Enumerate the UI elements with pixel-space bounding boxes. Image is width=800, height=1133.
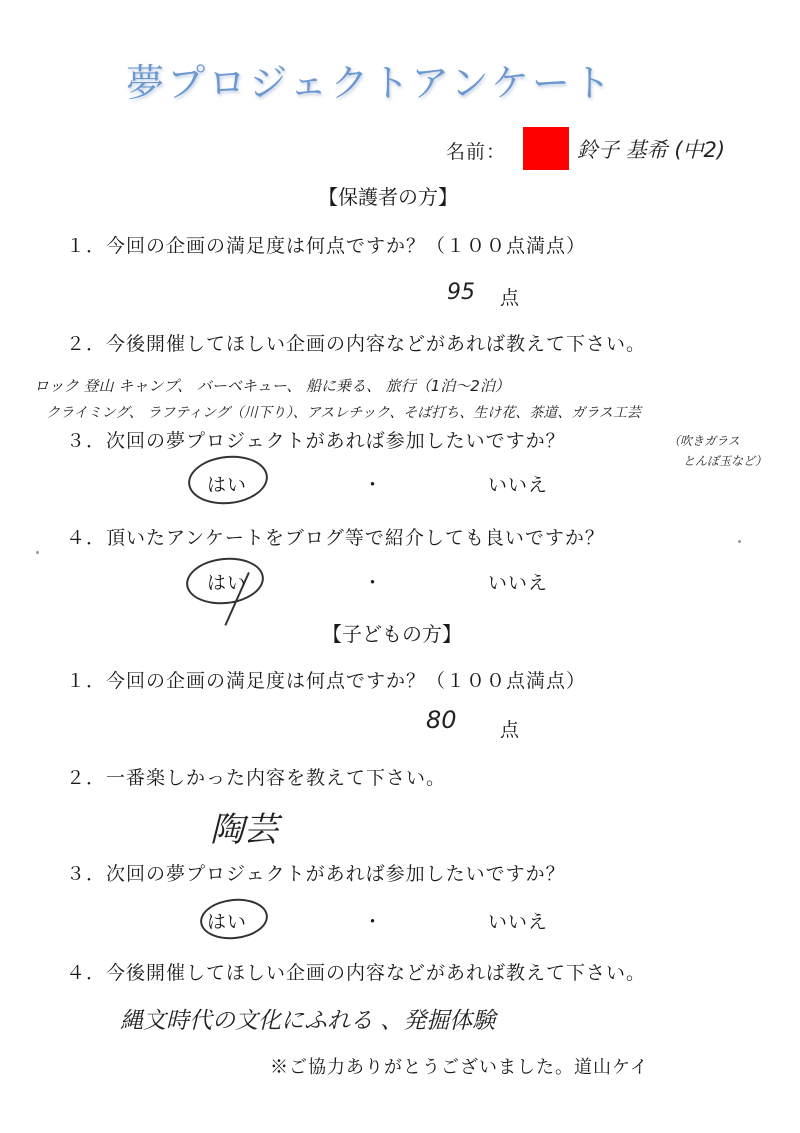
child-q3-no: いいえ: [488, 911, 549, 933]
guardian-q4-yes: はい: [207, 572, 248, 594]
child-q3-text: ３．次回の夢プロジェクトがあれば参加したいですか？: [66, 863, 566, 885]
child-q2-answer: 陶芸: [210, 810, 278, 850]
guardian-q2-text: ２．今後開催してほしい企画の内容などがあれば教えて下さい。: [66, 333, 647, 355]
guardian-q3-yes: はい: [207, 474, 248, 496]
redacted-box: [523, 127, 569, 170]
name-value: 鈴子 基希 (中2): [577, 138, 726, 162]
child-q4-answer: 縄文時代の文化にふれる 、発掘体験: [120, 1008, 496, 1034]
guardian-q3-sep: ・: [363, 474, 384, 496]
child-q1-text: １．今回の企画の満足度は何点ですか？（１００点満点）: [66, 670, 587, 692]
guardian-q2-answer-line2: クライミング、 ラフティング（川下り）、アスレチック、そば打ち、生け花、茶道、ガラス工芸: [46, 405, 641, 421]
child-q1-answer: 80: [426, 706, 457, 734]
guardian-q1-answer: 95: [447, 280, 475, 305]
child-q4-text: ４．今後開催してほしい企画の内容などがあれば教えて下さい。: [66, 962, 647, 984]
guardian-q3-text: ３．次回の夢プロジェクトがあれば参加したいですか？: [66, 430, 566, 452]
child-q3-yes: はい: [207, 911, 248, 933]
guardian-q1-text: １．今回の企画の満足度は何点ですか？（１００点満点）: [66, 235, 587, 257]
guardian-q2-answer-line4: とんぼ玉など）: [683, 454, 768, 468]
guardian-q4-no: いいえ: [488, 572, 549, 594]
child-q3-sep: ・: [363, 911, 384, 933]
scan-speck: [738, 540, 741, 543]
child-q2-text: ２．一番楽しかった内容を教えて下さい。: [66, 767, 447, 789]
guardian-q2-answer-line3: （吹きガラス: [668, 434, 740, 448]
guardian-q4-sep: ・: [363, 572, 384, 594]
guardian-q3-no: いいえ: [488, 474, 549, 496]
guardian-header: 【保護者の方】: [318, 185, 458, 209]
guardian-q4-text: ４．頂いたアンケートをブログ等で紹介しても良いですか？: [66, 527, 605, 549]
child-header: 【子どもの方】: [322, 622, 462, 646]
footer-note: ※ご協力ありがとうございました。道山ケイ: [270, 1057, 649, 1078]
child-q1-unit: 点: [500, 719, 521, 741]
survey-title: 夢プロジェクトアンケート: [126, 61, 614, 105]
name-label: 名前：: [446, 141, 507, 163]
scan-speck: [36, 551, 39, 554]
guardian-q2-answer-line1: ロック 登山 キャンプ、 バーベキュー、 船に乗る、 旅行（1泊〜2泊）: [34, 377, 510, 395]
guardian-q1-unit: 点: [500, 287, 521, 309]
